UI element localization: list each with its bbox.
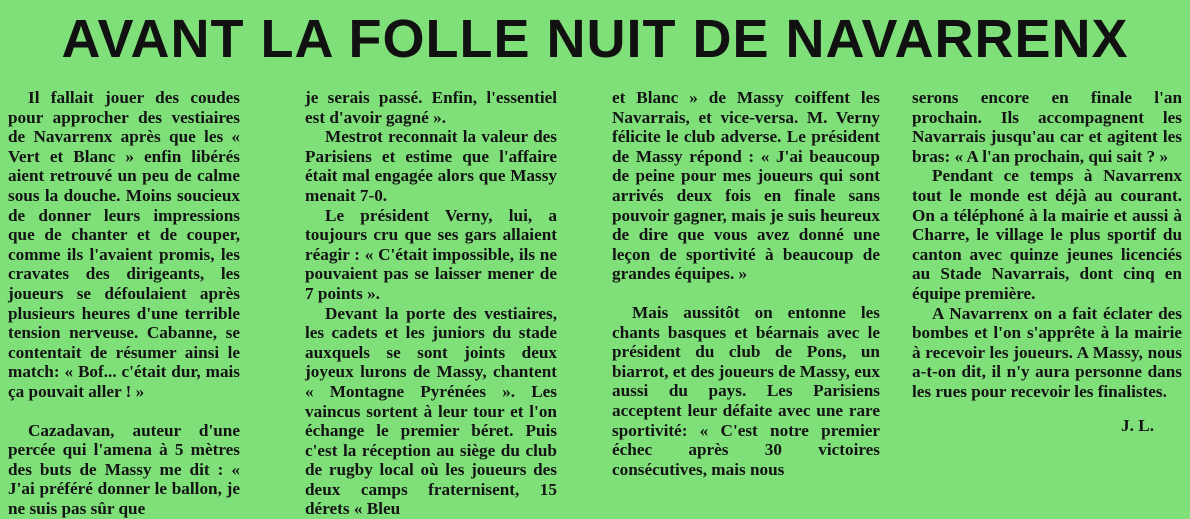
headline: AVANT LA FOLLE NUIT DE NAVARRENX <box>61 9 1129 69</box>
paragraph: Mestrot reconnait la valeur des Parisiens et estime que l'affaire était mal engagée alors que Massy menait 7-0. <box>305 127 557 205</box>
paragraph: Cazadavan, auteur d'une percée qui l'amena à 5 mètres des buts de Massy me dit : « J'ai préféré donner le ballon, je ne suis pas sûr que <box>8 420 240 518</box>
paragraph: A Navarrenx on a fait éclater des bombes et l'on s'apprête à la mairie à recevoir les joueurs. A Massy, nous a-t-on dit, il n'y aura personne dans les rues pour recevoir les finalistes. <box>912 303 1182 401</box>
article-column-3 <box>612 88 880 492</box>
author-signature: J. L. <box>1121 415 1154 435</box>
paragraph: serons encore en finale l'an prochain. Ils accompagnent les Navarrais jusqu'au car et agitent les bras: « A l'an prochain, qui sait ? » <box>912 88 1182 166</box>
paragraph: Le président Verny, lui, a toujours cru que ses gars allaient réagir : « C'était impossible, ils ne pouvaient pas se laisser mener de 7 points ». <box>305 205 557 303</box>
paragraph: Mais aussitôt on entonne les chants basques et béarnais avec le président du club de Pons, un biarrot, et des joueurs de Massy, eux aussi du pays. Les Parisiens acceptent leur défaite avec une rare sportivité: « C'est notre premier échec après 30 victoires consécutives, mais nous <box>612 302 880 479</box>
paragraph: Pendant ce temps à Navarrenx tout le monde est déjà au courant. On a téléphoné à la mairie et aussi à Charre, le village le plus sportif du canton avec quinze jeunes licenciés au Stade Navarrais, dont cinq en équipe première. <box>912 166 1182 303</box>
paragraph: Il fallait jouer des coudes pour approcher des vestiaires de Navarrenx après que les « Vert et Blanc » enfin libérés aient retrouvé un peu de calme sous la douche. Moins soucieux de donner leurs impressions que de chanter et de couper, comme ils l'avaient promis, les cravates des dirigeants, les joueurs se défoulaient après plusieurs heures d'une terrible tension nerveuse. Cabanne, se contentait de résumer ainsi le match: « Bof... c'était dur, mais ça pouvait aller ! » <box>8 88 240 401</box>
paragraph: Devant la porte des vestiaires, les cadets et les juniors du stade auxquels se sont joints deux joyeux lurons de Massy, chantent « Montagne Pyrénées ». Les vaincus sortent à leur tour et l'on échange le premier béret. Puis c'est la réception au siège du club de rugby local où les joueurs des deux camps fraternisent, 15 dérets « Bleu <box>305 303 557 519</box>
paragraph: je serais passé. Enfin, l'essentiel est d'avoir gagné ». <box>305 88 557 127</box>
article-column-4 <box>912 88 1182 492</box>
article-column-2 <box>305 88 557 519</box>
paragraph: et Blanc » de Massy coiffent les Navarrais, et vice-versa. M. Verny félicite le club adverse. Le président de Massy répond : « J'ai beaucoup de peine pour mes joueurs qui sont arrivés deux fois en finale sans pouvoir gagner, mais je suis heureux de dire que vous avez donné une leçon de sportivité à beaucoup de grandes équipes. » <box>612 88 880 284</box>
article-column-1 <box>8 88 240 518</box>
